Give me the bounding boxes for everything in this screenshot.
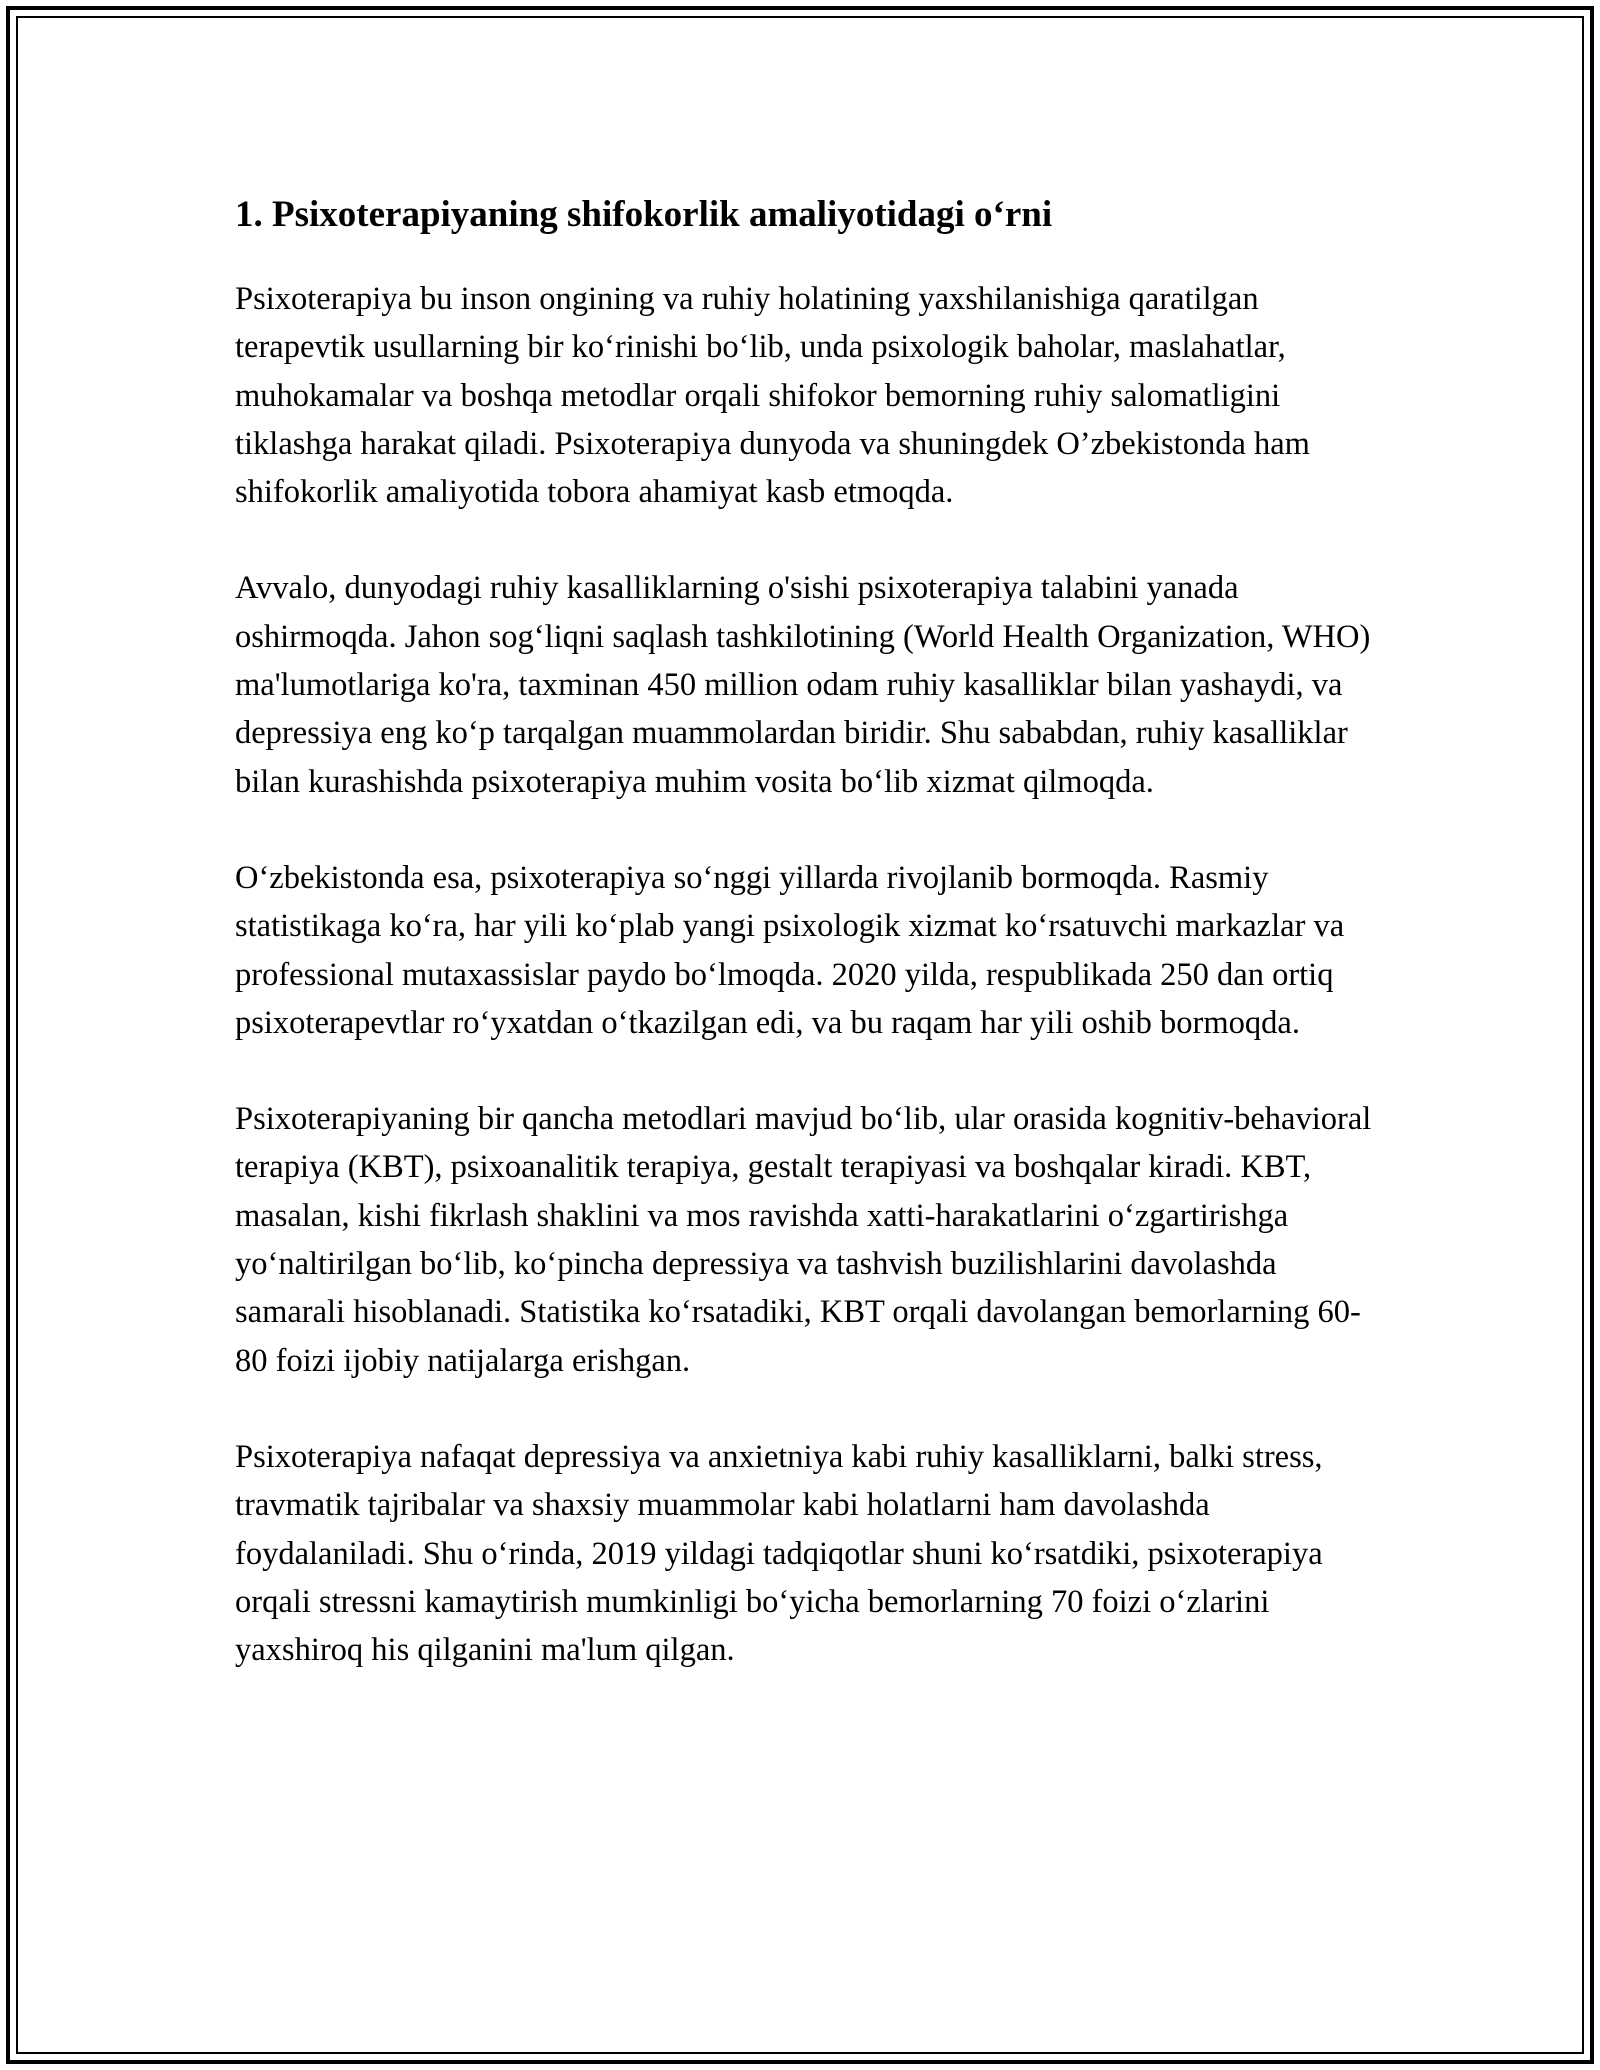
paragraph-applications: Psixoterapiya nafaqat depressiya va anxietniya kabi ruhiy kasalliklarni, balki stress, travmatik tajribalar va shaxsiy muammolar kabi holatlarni ham davolashda foydalaniladi. Shu o‘rinda, 2019 yildagi tadqiqotlar shuni ko‘rsatdiki, psixoterapiya orqali stressni kamaytirish mumkinligi bo‘yicha bemorlarning 70 foizi o‘zlarini yaxshiroq his qilganini ma'lum qilgan. xyxy=(235,1438,1323,1669)
paragraph-methods: Psixoterapiyaning bir qancha metodlari mavjud bo‘lib, ular orasida kognitiv-behavioral terapiya (KBT), psixoanalitik terapiya, gestalt terapiyasi va boshqalar kiradi. KBT, masalan, kishi fikrlash shaklini va mos ravishda xatti-harakatlarini o‘zgartirishga yo‘naltirilgan bo‘lib, ko‘pincha depressiya va tashvish buzilishlarini davolashda samarali hisoblanadi. Statistika ko‘rsatadiki, KBT orqali davolangan bemorlarning 60-80 foizi ijobiy natijalarga erishgan. xyxy=(235,1101,1372,1379)
paragraph-global-demand: Avvalo, dunyodagi ruhiy kasalliklarning o'sishi psixoterapiya talabini yanada oshirmoqda. Jahon sog‘liqni saqlash tashkilotining (World Health Organization, WHO) ma'lumotlariga ko'ra, taxminan 450 million odam ruhiy kasalliklar bilan yashaydi, va depressiya eng ko‘p tarqalgan muammolardan biridir. Shu sababdan, ruhiy kasalliklar bilan kurashishda psixoterapiya muhim vosita bo‘lib xizmat qilmoqda. xyxy=(235,570,1371,800)
section-title: 1. Psixoterapiyaning shifokorlik amaliyotidagi o‘rni xyxy=(235,194,1053,235)
paragraph-uzbekistan: O‘zbekistonda esa, psixoterapiya so‘nggi yillarda rivojlanib bormoqda. Rasmiy statistikaga ko‘ra, har yili ko‘plab yangi psixologik xizmat ko‘rsatuvchi markazlar va professional mutaxassislar paydo bo‘lmoqda. 2020 yilda, respublikada 250 dan ortiq psixoterapevtlar ro‘yxatdan o‘tkazilgan edi, va bu raqam har yili oshib bormoqda. xyxy=(235,859,1345,1041)
document-body xyxy=(235,185,1385,1722)
paragraph-intro: Psixoterapiya bu inson ongining va ruhiy holatining yaxshilanishiga qaratilgan terapevtik usullarning bir ko‘rinishi bo‘lib, unda psixologik baholar, maslahatlar, muhokamalar va boshqa metodlar orqali shifokor bemorning ruhiy salomatligini tiklashga harakat qiladi. Psixoterapiya dunyoda va shuningdek O’zbekistonda ham shifokorlik amaliyotida tobora ahamiyat kasb etmoqda. xyxy=(235,281,1310,511)
